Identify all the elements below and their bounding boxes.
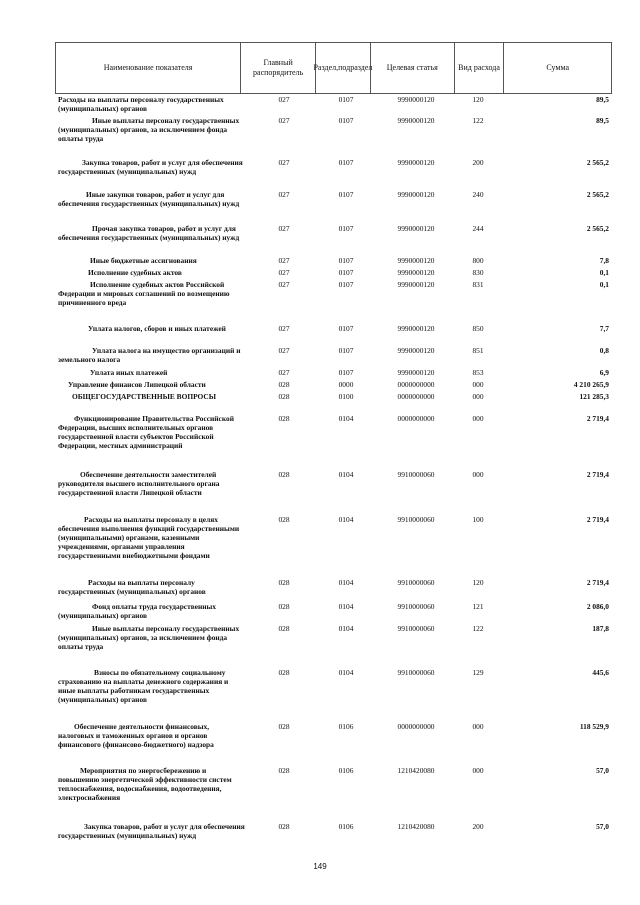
row-section: 0106: [338, 766, 354, 775]
row-chief-administrator: 027: [278, 256, 290, 265]
row-sum: 7,8: [599, 256, 609, 265]
row-expense-type: 129: [472, 668, 484, 677]
row-sum: 89,5: [596, 116, 609, 125]
row-sum: 7,7: [599, 324, 609, 333]
row-chief-administrator: 027: [278, 268, 290, 277]
row-sum: 2 719,4: [586, 515, 609, 524]
row-sum: 2 565,2: [586, 224, 609, 233]
row-name: Уплата налогов, сборов и иных платежей: [88, 324, 226, 333]
row-name: Фонд оплаты труда государственных (муниципальных) органов: [58, 602, 216, 620]
row-chief-administrator: 028: [278, 392, 290, 401]
row-section: 0107: [338, 158, 354, 167]
row-name: Обеспечение деятельности заместителей руководителя высшего исполнительного органа государственной власти Липецкой области: [58, 470, 220, 497]
row-name: Иные закупки товаров, работ и услуг для обеспечения государственных (муниципальных) нужд: [58, 190, 240, 208]
col-header-chief-administrator: Главный распорядитель: [241, 43, 316, 93]
row-section: 0107: [338, 256, 354, 265]
row-chief-administrator: 027: [278, 95, 290, 104]
row-expense-type: 000: [472, 470, 484, 479]
row-chief-administrator: 028: [278, 822, 290, 831]
col-header-section: Раздел,подраздел: [316, 43, 371, 93]
row-chief-administrator: 028: [278, 668, 290, 677]
row-expense-type: 853: [472, 368, 484, 377]
row-target-article: 0000000000: [397, 380, 435, 389]
row-sum: 118 529,9: [579, 722, 609, 731]
row-section: 0104: [338, 624, 354, 633]
row-chief-administrator: 028: [278, 624, 290, 633]
row-sum: 2 719,4: [586, 414, 609, 423]
row-expense-type: 240: [472, 190, 484, 199]
row-target-article: 9910000060: [397, 578, 435, 587]
col-header-sum: Сумма: [546, 63, 570, 72]
row-expense-type: 000: [472, 414, 484, 423]
row-target-article: 9990000120: [397, 324, 435, 333]
row-expense-type: 200: [472, 822, 484, 831]
row-name: Прочая закупка товаров, работ и услуг для обеспечения государственных (муниципальных) нужд: [58, 224, 240, 242]
row-target-article: 9990000120: [397, 368, 435, 377]
row-section: 0104: [338, 602, 354, 611]
row-name: Функционирование Правительства Российской Федерации, высших исполнительных органов государственной власти субъектов Российской Федерации, местных администраций: [58, 414, 234, 450]
row-name: Закупка товаров, работ и услуг для обеспечения государственных (муниципальных) нужд: [58, 822, 245, 840]
row-name: Исполнение судебных актов Российской Федерации и мировых соглашений по возмещению причиненного вреда: [58, 280, 230, 307]
row-sum: 2 565,2: [586, 158, 609, 167]
row-name: Взносы по обязательному социальному страхованию на выплаты денежного содержания и иные выплаты работникам государственных (муниципальных) органов: [58, 668, 229, 704]
row-section: 0106: [338, 722, 354, 731]
row-name: ОБЩЕГОСУДАРСТВЕННЫЕ ВОПРОСЫ: [72, 392, 216, 401]
row-section: 0107: [338, 116, 354, 125]
row-target-article: 9910000060: [397, 668, 435, 677]
row-sum: 2 719,4: [586, 470, 609, 479]
row-chief-administrator: 028: [278, 602, 290, 611]
row-sum: 0,1: [599, 280, 609, 289]
row-section: 0100: [338, 392, 354, 401]
row-sum: 0,1: [599, 268, 609, 277]
row-target-article: 1210420080: [397, 766, 435, 775]
row-target-article: 9990000120: [397, 95, 435, 104]
row-target-article: 9990000120: [397, 158, 435, 167]
row-sum: 6,9: [599, 368, 609, 377]
row-expense-type: 120: [472, 95, 484, 104]
row-chief-administrator: 027: [278, 280, 290, 289]
row-expense-type: 122: [472, 116, 484, 125]
table-header: [55, 42, 612, 94]
row-name: Уплата иных платежей: [90, 368, 168, 377]
row-section: 0106: [338, 822, 354, 831]
row-expense-type: 122: [472, 624, 484, 633]
row-section: 0107: [338, 224, 354, 233]
row-section: 0104: [338, 470, 354, 479]
row-target-article: 9910000060: [397, 470, 435, 479]
row-chief-administrator: 027: [278, 116, 290, 125]
row-target-article: 0000000000: [397, 392, 435, 401]
row-target-article: 1210420080: [397, 822, 435, 831]
row-section: 0107: [338, 95, 354, 104]
row-sum: 2 086,0: [586, 602, 609, 611]
row-chief-administrator: 028: [278, 766, 290, 775]
row-section: 0104: [338, 515, 354, 524]
page-number: 149: [313, 862, 327, 871]
row-expense-type: 830: [472, 268, 484, 277]
row-name: Иные выплаты персоналу государственных (муниципальных) органов, за исключением фонда оплаты труда: [58, 624, 240, 651]
col-header-expense-type: Вид расхода: [455, 43, 505, 93]
row-chief-administrator: 027: [278, 224, 290, 233]
row-expense-type: 121: [472, 602, 484, 611]
row-target-article: 0000000000: [397, 722, 435, 731]
row-sum: 57,0: [596, 822, 609, 831]
row-sum: 187,8: [592, 624, 609, 633]
row-expense-type: 851: [472, 346, 484, 355]
row-expense-type: 000: [472, 380, 484, 389]
row-section: 0107: [338, 368, 354, 377]
row-expense-type: 000: [472, 722, 484, 731]
row-chief-administrator: 028: [278, 722, 290, 731]
row-target-article: 9990000120: [397, 346, 435, 355]
row-name: Управление финансов Липецкой области: [68, 380, 206, 389]
row-sum: 4 210 265,9: [573, 380, 609, 389]
row-name: Расходы на выплаты персоналу в целях обеспечения выполнения функций государственными (муниципальными) органами, казенными учреждениями, органами управления государственными внебюджетными фондами: [58, 515, 240, 560]
row-expense-type: 831: [472, 280, 484, 289]
row-chief-administrator: 028: [278, 578, 290, 587]
row-chief-administrator: 028: [278, 414, 290, 423]
row-chief-administrator: 028: [278, 470, 290, 479]
row-target-article: 9910000060: [397, 602, 435, 611]
row-section: 0104: [338, 414, 354, 423]
row-target-article: 9990000120: [397, 224, 435, 233]
row-expense-type: 800: [472, 256, 484, 265]
row-target-article: 9990000120: [397, 268, 435, 277]
row-chief-administrator: 027: [278, 346, 290, 355]
row-target-article: 9910000060: [397, 624, 435, 633]
row-section: 0107: [338, 280, 354, 289]
row-target-article: 9910000060: [397, 515, 435, 524]
row-section: 0107: [338, 324, 354, 333]
row-name: Расходы на выплаты персоналу государственных (муниципальных) органов: [58, 95, 224, 113]
row-section: 0104: [338, 668, 354, 677]
row-name: Иные выплаты персоналу государственных (муниципальных) органов, за исключением фонда оплаты труда: [58, 116, 240, 143]
row-sum: 0,8: [599, 346, 609, 355]
row-chief-administrator: 028: [278, 515, 290, 524]
row-target-article: 0000000000: [397, 414, 435, 423]
row-chief-administrator: 027: [278, 190, 290, 199]
row-name: Исполнение судебных актов: [88, 268, 182, 277]
row-sum: 2 719,4: [586, 578, 609, 587]
row-expense-type: 200: [472, 158, 484, 167]
row-target-article: 9990000120: [397, 190, 435, 199]
row-name: Уплата налога на имущество организаций и земельного налога: [58, 346, 241, 364]
row-section: 0107: [338, 346, 354, 355]
row-chief-administrator: 027: [278, 324, 290, 333]
row-sum: 89,5: [596, 95, 609, 104]
col-header-name: Наименование показателя: [56, 43, 241, 93]
row-section: 0000: [338, 380, 354, 389]
row-section: 0104: [338, 578, 354, 587]
row-chief-administrator: 028: [278, 380, 290, 389]
row-expense-type: 850: [472, 324, 484, 333]
row-name: Иные бюджетные ассигнования: [90, 256, 197, 265]
row-sum: 121 285,3: [579, 392, 609, 401]
row-sum: 57,0: [596, 766, 609, 775]
row-target-article: 9990000120: [397, 280, 435, 289]
row-target-article: 9990000120: [397, 116, 435, 125]
row-section: 0107: [338, 190, 354, 199]
row-sum: 445,6: [592, 668, 609, 677]
row-expense-type: 120: [472, 578, 484, 587]
row-name: Закупка товаров, работ и услуг для обеспечения государственных (муниципальных) нужд: [58, 158, 243, 176]
row-expense-type: 000: [472, 392, 484, 401]
row-expense-type: 100: [472, 515, 484, 524]
row-expense-type: 244: [472, 224, 484, 233]
row-name: Мероприятия по энергосбережению и повышению энергетической эффективности систем теплоснабжения, водоснабжения, водоотведения, электроснабжения: [58, 766, 232, 802]
row-name: Расходы на выплаты персоналу государственных (муниципальных) органов: [58, 578, 206, 596]
row-section: 0107: [338, 268, 354, 277]
row-chief-administrator: 027: [278, 368, 290, 377]
row-name: Обеспечение деятельности финансовых, налоговых и таможенных органов и органов финансового (финансово-бюджетного) надзора: [58, 722, 214, 749]
row-chief-administrator: 027: [278, 158, 290, 167]
row-target-article: 9990000120: [397, 256, 435, 265]
row-sum: 2 565,2: [586, 190, 609, 199]
col-header-target-article: Целевая статья: [371, 43, 455, 93]
row-expense-type: 000: [472, 766, 484, 775]
